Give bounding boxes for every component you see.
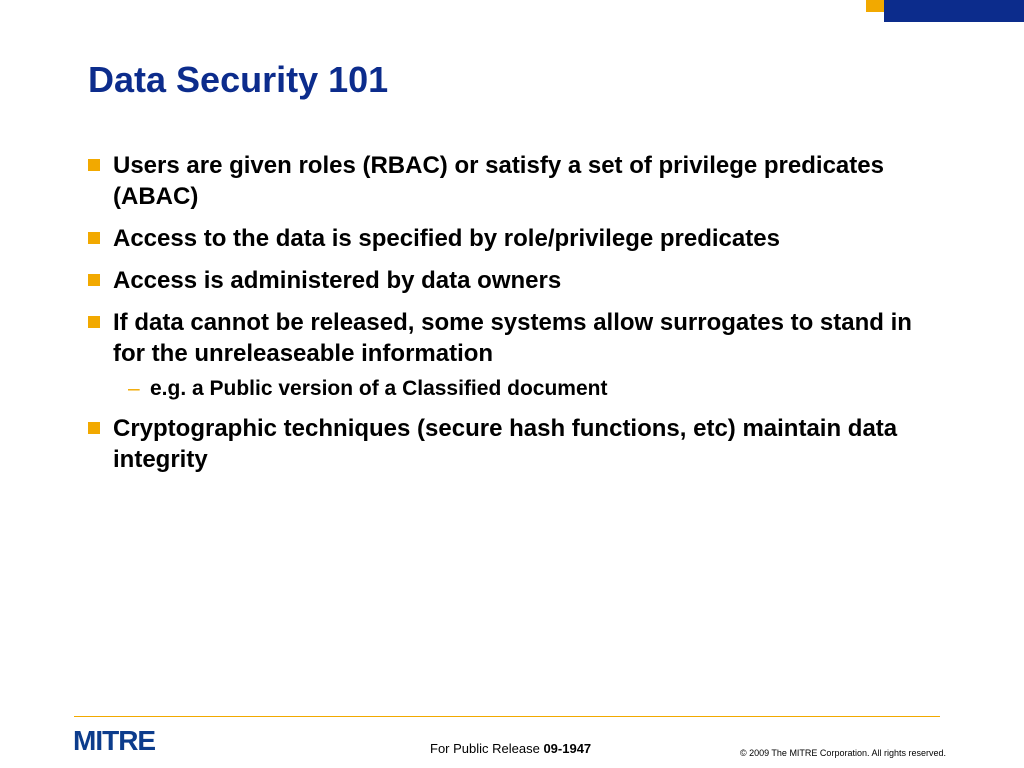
- square-bullet-icon: [88, 274, 100, 286]
- bullet-item: [88, 265, 928, 296]
- bullet-text: If data cannot be released, some systems allow surrogates to stand in for the unreleaseable information: [113, 309, 912, 367]
- sub-bullet-text: e.g. a Public version of a Classified document: [150, 377, 608, 400]
- bullet-item: [88, 307, 928, 369]
- footer-divider: [74, 716, 940, 717]
- svg-text:MITRE: MITRE: [73, 726, 156, 754]
- slide-title: Data Security 101: [88, 59, 389, 100]
- square-bullet-icon: [88, 159, 100, 171]
- bullet-item: [88, 223, 928, 254]
- public-release-label: [430, 741, 591, 756]
- bullet-text: Access to the data is specified by role/privilege predicates: [113, 225, 780, 252]
- square-bullet-icon: [88, 232, 100, 244]
- release-text: For Public Release: [430, 741, 540, 756]
- copyright-notice: © 2009 The MITRE Corporation. All rights reserved.: [739, 748, 946, 758]
- bullet-text: Cryptographic techniques (secure hash functions, etc) maintain data integrity: [113, 415, 898, 473]
- bullet-list: [88, 150, 928, 486]
- release-number: 09-1947: [543, 741, 592, 756]
- bullet-item: [88, 150, 928, 212]
- bullet-text: Users are given roles (RBAC) or satisfy a set of privilege predicates (ABAC): [113, 152, 884, 210]
- square-bullet-icon: [88, 422, 100, 434]
- bullet-text: Access is administered by data owners: [113, 267, 562, 294]
- square-bullet-icon: [88, 316, 100, 328]
- bullet-item: [88, 413, 928, 475]
- corner-brand-bar: [884, 0, 1024, 22]
- corner-accent-square: [866, 0, 884, 12]
- dash-bullet-icon: –: [128, 377, 140, 400]
- mitre-logo: [73, 726, 163, 754]
- sub-bullet-item: [88, 375, 928, 403]
